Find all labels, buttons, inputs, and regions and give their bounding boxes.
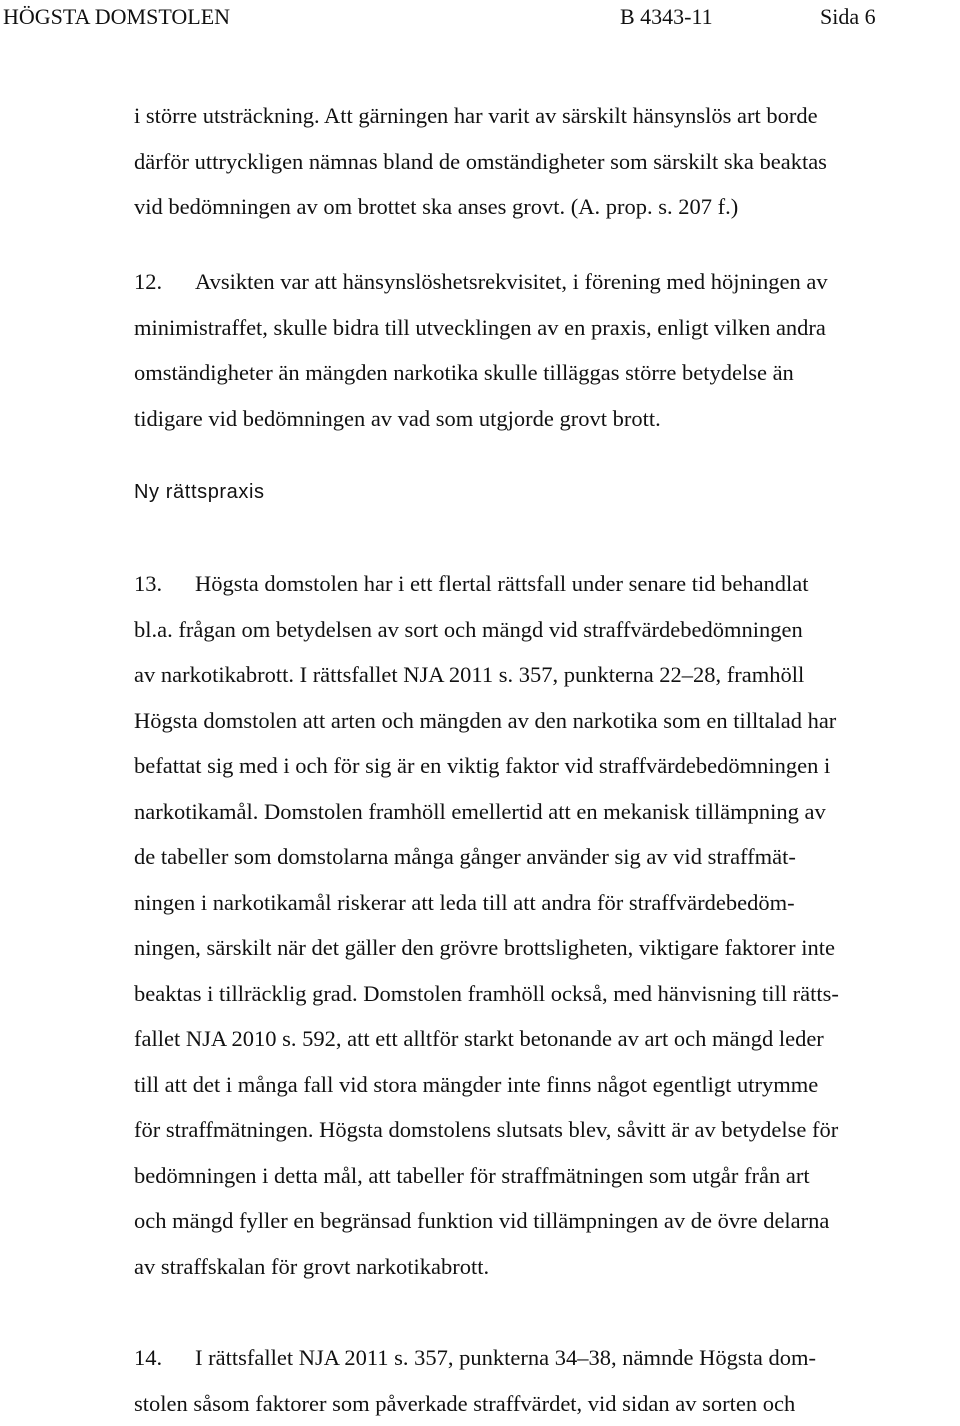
paragraph-number: 13. <box>134 561 195 607</box>
paragraph-first-line <box>134 1335 960 1381</box>
page-number: Sida 6 <box>820 4 876 30</box>
text-line: i större utsträckning. Att gärningen har varit av särskilt hänsynslös art borde <box>134 93 960 139</box>
text-line: de tabeller som domstolarna många gånger använder sig av vid straffmät- <box>134 834 960 880</box>
text-segment: I rättsfallet NJA 2011 s. 357, punkterna 34–38, nämnde Högsta dom- <box>195 1345 816 1370</box>
text-line: beaktas i tillräcklig grad. Domstolen framhöll också, med hänvisning till rätts- <box>134 971 960 1017</box>
text-line: omständigheter än mängden narkotika skulle tilläggas större betydelse än <box>134 350 960 396</box>
paragraph-number: 12. <box>134 259 195 305</box>
text-line: fallet NJA 2010 s. 592, att ett alltför starkt betonande av art och mängd leder <box>134 1016 960 1062</box>
text-line: och mängd fyller en begränsad funktion vid tillämpningen av de övre delarna <box>134 1198 960 1244</box>
text-line: bedömningen i detta mål, att tabeller för straffmätningen som utgår från art <box>134 1153 960 1199</box>
text-line: minimistraffet, skulle bidra till utvecklingen av en praxis, enligt vilken andra <box>134 305 960 351</box>
text-line: därför uttryckligen nämnas bland de omständigheter som särskilt ska beaktas <box>134 139 960 185</box>
text-line: ningen, särskilt när det gäller den grövre brottsligheten, viktigare faktorer inte <box>134 925 960 971</box>
text-segment: Avsikten var att hänsynslöshetsrekvisitet, i förening med höjningen av <box>195 269 828 294</box>
case-number: B 4343-11 <box>620 4 713 30</box>
text-segment: Högsta domstolen har i ett flertal rättsfall under senare tid behandlat <box>195 571 809 596</box>
text-line: för straffmätningen. Högsta domstolens slutsats blev, såvitt är av betydelse för <box>134 1107 960 1153</box>
text-line: av straffskalan för grovt narkotikabrott. <box>134 1244 960 1290</box>
text-line: befattat sig med i och för sig är en viktig faktor vid straffvärdebedömningen i <box>134 743 960 789</box>
text-line: Högsta domstolen att arten och mängden av den narkotika som en tilltalad har <box>134 698 960 744</box>
paragraph-first-line <box>134 561 960 607</box>
paragraph-12 <box>134 259 960 441</box>
page-header <box>0 0 960 40</box>
text-line: stolen såsom faktorer som påverkade straffvärdet, vid sidan av sorten och <box>134 1381 960 1426</box>
text-line: av narkotikabrott. I rättsfallet NJA 2011 s. 357, punkterna 22–28, framhöll <box>134 652 960 698</box>
section-subheading: Ny rättspraxis <box>134 470 960 516</box>
continuation-paragraph <box>134 93 960 230</box>
text-line: tidigare vid bedömningen av vad som utgjorde grovt brott. <box>134 396 960 442</box>
court-name: HÖGSTA DOMSTOLEN <box>3 4 230 30</box>
paragraph-number: 14. <box>134 1335 195 1381</box>
paragraph-14 <box>134 1335 960 1426</box>
paragraph-first-line <box>134 259 960 305</box>
text-line: ningen i narkotikamål riskerar att leda till att andra för straffvärdebedöm- <box>134 880 960 926</box>
text-line: bl.a. frågan om betydelsen av sort och mängd vid straffvärdebedömningen <box>134 607 960 653</box>
text-line: narkotikamål. Domstolen framhöll emellertid att en mekanisk tillämpning av <box>134 789 960 835</box>
paragraph-13 <box>134 561 960 1289</box>
text-line: vid bedömningen av om brottet ska anses grovt. (A. prop. s. 207 f.) <box>134 184 960 230</box>
text-line: till att det i många fall vid stora mängder inte finns något egentligt utrymme <box>134 1062 960 1108</box>
